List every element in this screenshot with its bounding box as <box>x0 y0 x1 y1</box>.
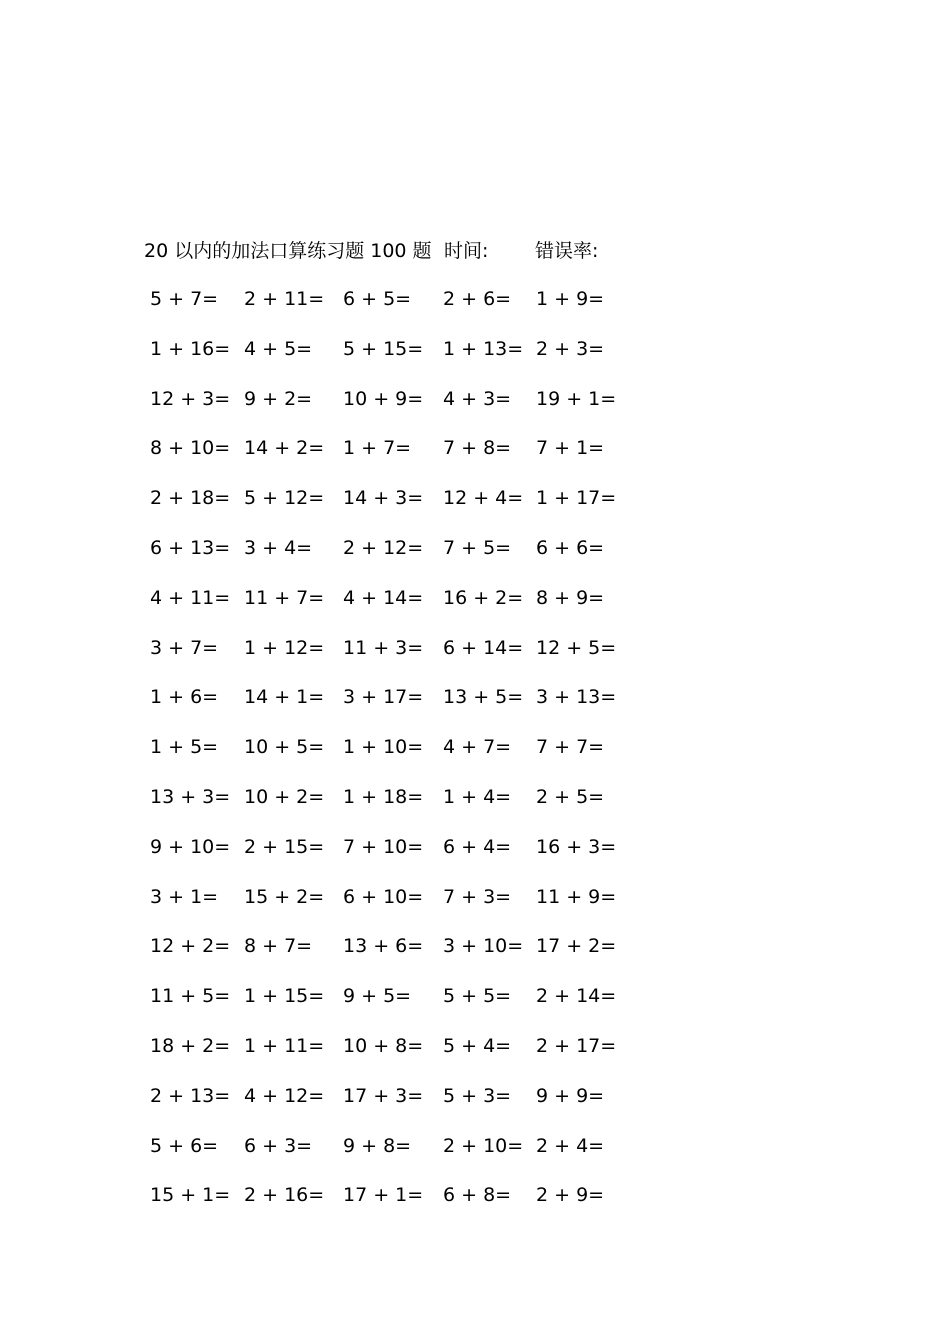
addition-problem: 3 + 4= <box>244 536 313 559</box>
addition-problem: 8 + 10= <box>150 437 231 460</box>
worksheet-title: 20 以内的加法口算练习题 100 题 <box>144 240 432 262</box>
addition-problem: 16 + 2= <box>443 586 524 609</box>
addition-problem: 1 + 16= <box>150 337 231 360</box>
addition-problem: 1 + 15= <box>244 985 325 1008</box>
addition-problem: 12 + 4= <box>443 487 524 510</box>
addition-problem: 9 + 5= <box>343 985 412 1008</box>
addition-problem: 2 + 16= <box>244 1184 325 1207</box>
addition-problem: 17 + 1= <box>343 1184 424 1207</box>
addition-problem: 7 + 3= <box>443 885 512 908</box>
addition-problem: 11 + 3= <box>343 636 424 659</box>
addition-problem: 6 + 8= <box>443 1184 512 1207</box>
problem-row <box>0 834 950 884</box>
problem-row <box>0 336 950 386</box>
problem-row <box>0 884 950 934</box>
problem-row <box>0 784 950 834</box>
addition-problem: 6 + 14= <box>443 636 524 659</box>
addition-problem: 1 + 13= <box>443 337 524 360</box>
addition-problem: 6 + 10= <box>343 885 424 908</box>
addition-problem: 1 + 17= <box>536 487 617 510</box>
addition-problem: 2 + 12= <box>343 536 424 559</box>
addition-problem: 2 + 6= <box>443 288 512 310</box>
addition-problem: 19 + 1= <box>536 387 617 410</box>
problem-grid <box>0 286 950 1232</box>
problem-row <box>0 684 950 734</box>
addition-problem: 1 + 6= <box>150 686 219 709</box>
addition-problem: 3 + 7= <box>150 636 219 659</box>
addition-problem: 17 + 3= <box>343 1084 424 1107</box>
addition-problem: 6 + 6= <box>536 536 605 559</box>
addition-problem: 6 + 3= <box>244 1134 313 1157</box>
problem-row <box>0 635 950 685</box>
problem-row <box>0 386 950 436</box>
addition-problem: 18 + 2= <box>150 1034 231 1057</box>
addition-problem: 1 + 11= <box>244 1034 325 1057</box>
addition-problem: 14 + 1= <box>244 686 325 709</box>
addition-problem: 12 + 3= <box>150 387 231 410</box>
addition-problem: 7 + 8= <box>443 437 512 460</box>
addition-problem: 6 + 4= <box>443 835 512 858</box>
addition-problem: 11 + 5= <box>150 985 231 1008</box>
addition-problem: 3 + 17= <box>343 686 424 709</box>
addition-problem: 2 + 10= <box>443 1134 524 1157</box>
addition-problem: 1 + 4= <box>443 785 512 808</box>
addition-problem: 15 + 1= <box>150 1184 231 1207</box>
problem-row <box>0 933 950 983</box>
problem-row <box>0 435 950 485</box>
addition-problem: 5 + 12= <box>244 487 325 510</box>
addition-problem: 5 + 6= <box>150 1134 219 1157</box>
addition-problem: 5 + 15= <box>343 337 424 360</box>
addition-problem: 7 + 10= <box>343 835 424 858</box>
problem-row <box>0 1133 950 1183</box>
addition-problem: 4 + 11= <box>150 586 231 609</box>
addition-problem: 6 + 13= <box>150 536 231 559</box>
addition-problem: 8 + 7= <box>244 935 313 958</box>
addition-problem: 2 + 13= <box>150 1084 231 1107</box>
addition-problem: 11 + 9= <box>536 885 617 908</box>
addition-problem: 2 + 3= <box>536 337 605 360</box>
error-rate-label: 错误率: <box>535 240 599 262</box>
addition-problem: 11 + 7= <box>244 586 325 609</box>
addition-problem: 10 + 8= <box>343 1034 424 1057</box>
addition-problem: 1 + 9= <box>536 288 605 310</box>
problem-row <box>0 585 950 635</box>
addition-problem: 2 + 4= <box>536 1134 605 1157</box>
addition-problem: 3 + 1= <box>150 885 219 908</box>
addition-problem: 9 + 10= <box>150 835 231 858</box>
problem-row <box>0 1182 950 1232</box>
problem-row <box>0 983 950 1033</box>
addition-problem: 2 + 17= <box>536 1034 617 1057</box>
addition-problem: 5 + 4= <box>443 1034 512 1057</box>
addition-problem: 4 + 3= <box>443 387 512 410</box>
addition-problem: 1 + 5= <box>150 736 219 759</box>
addition-problem: 2 + 11= <box>244 288 325 310</box>
problem-row <box>0 535 950 585</box>
addition-problem: 12 + 5= <box>536 636 617 659</box>
addition-problem: 1 + 7= <box>343 437 412 460</box>
addition-problem: 8 + 9= <box>536 586 605 609</box>
worksheet-header <box>144 236 664 264</box>
addition-problem: 7 + 5= <box>443 536 512 559</box>
addition-problem: 15 + 2= <box>244 885 325 908</box>
addition-problem: 3 + 10= <box>443 935 524 958</box>
addition-problem: 2 + 5= <box>536 785 605 808</box>
problem-row <box>0 286 950 336</box>
addition-problem: 2 + 18= <box>150 487 231 510</box>
addition-problem: 5 + 7= <box>150 288 219 310</box>
addition-problem: 5 + 3= <box>443 1084 512 1107</box>
addition-problem: 1 + 18= <box>343 785 424 808</box>
addition-problem: 10 + 2= <box>244 785 325 808</box>
addition-problem: 10 + 5= <box>244 736 325 759</box>
addition-problem: 2 + 14= <box>536 985 617 1008</box>
addition-problem: 5 + 5= <box>443 985 512 1008</box>
addition-problem: 14 + 2= <box>244 437 325 460</box>
addition-problem: 17 + 2= <box>536 935 617 958</box>
problem-row <box>0 1033 950 1083</box>
addition-problem: 9 + 2= <box>244 387 313 410</box>
addition-problem: 4 + 14= <box>343 586 424 609</box>
addition-problem: 16 + 3= <box>536 835 617 858</box>
addition-problem: 1 + 12= <box>244 636 325 659</box>
addition-problem: 13 + 3= <box>150 785 231 808</box>
problem-row <box>0 485 950 535</box>
addition-problem: 6 + 5= <box>343 288 412 310</box>
addition-problem: 7 + 7= <box>536 736 605 759</box>
addition-problem: 13 + 5= <box>443 686 524 709</box>
addition-problem: 10 + 9= <box>343 387 424 410</box>
addition-problem: 4 + 5= <box>244 337 313 360</box>
addition-problem: 12 + 2= <box>150 935 231 958</box>
time-label: 时间: <box>444 240 489 262</box>
addition-problem: 13 + 6= <box>343 935 424 958</box>
addition-problem: 9 + 9= <box>536 1084 605 1107</box>
addition-problem: 2 + 9= <box>536 1184 605 1207</box>
addition-problem: 4 + 12= <box>244 1084 325 1107</box>
problem-row <box>0 1083 950 1133</box>
addition-problem: 7 + 1= <box>536 437 605 460</box>
addition-problem: 2 + 15= <box>244 835 325 858</box>
addition-problem: 14 + 3= <box>343 487 424 510</box>
addition-problem: 9 + 8= <box>343 1134 412 1157</box>
addition-problem: 3 + 13= <box>536 686 617 709</box>
problem-row <box>0 734 950 784</box>
addition-problem: 4 + 7= <box>443 736 512 759</box>
addition-problem: 1 + 10= <box>343 736 424 759</box>
